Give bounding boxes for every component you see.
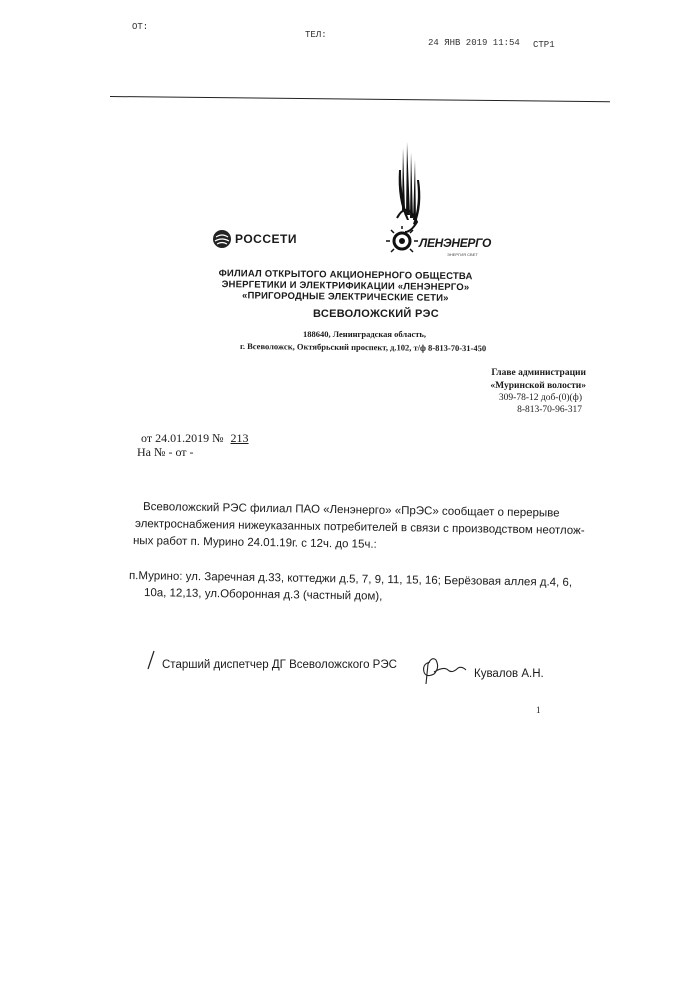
branch-name: ВСЕВОЛОЖСКИЙ РЭС (313, 308, 439, 320)
rosseti-logo (212, 229, 297, 249)
incoming-reference: На № - от - (137, 445, 194, 459)
handwritten-signature (418, 654, 468, 688)
fax-datetime: 24 ЯНВ 2019 11:54 (428, 38, 520, 48)
org-line-2: ЭНЕРГЕТИКИ И ЭЛЕКТРИФИКАЦИИ «ЛЕНЭНЕРГО» (221, 279, 470, 294)
org-line-1: ФИЛИАЛ ОТКРЫТОГО АКЦИОНЕРНОГО ОБЩЕСТВА (218, 268, 473, 283)
body-para-2-line-1: п.Мурино: ул. Заречная д.33, коттеджи д.5, 7, 9, 11, 15, 16; Берёзовая аллея д.4, 6, (128, 570, 573, 589)
fax-page: СТР1 (533, 40, 555, 50)
recipient-line-2: «Муринской волости» (490, 381, 586, 391)
signatory-position: Старший диспетчер ДГ Всеволожского РЭС (162, 659, 397, 671)
fax-header-divider (110, 96, 610, 102)
signatory-name: Кувалов А.Н. (474, 668, 544, 680)
outgoing-reference (141, 431, 249, 446)
margin-mark (146, 650, 156, 670)
body-para-1-line-3: ных работ п. Мурино 24.01.19г. с 12ч. до 15ч.: (132, 535, 377, 551)
org-line-3: «ПРИГОРОДНЫЕ ЭЛЕКТРИЧЕСКИЕ СЕТИ» (241, 290, 449, 304)
address-line-2: г. Всеволожск, Октябрьский проспект, д.102, т/ф 8-813-70-31-450 (239, 341, 487, 354)
rosseti-wordmark: РОССЕТИ (235, 232, 297, 246)
lenenergo-tagline: ЭНЕРГИЯ СВЕТ (447, 252, 478, 257)
fax-tel-label: ТЕЛ: (305, 30, 327, 40)
reference-number: 213 (230, 431, 249, 445)
lenenergo-wordmark: ЛЕНЭНЕРГО (419, 236, 492, 250)
body-para-1-line-2: электроснабжения нижеуказанных потребителей в связи с производством неотлож- (134, 518, 585, 538)
address-line-1: 188640, Ленинградская область, (303, 329, 427, 339)
body-para-2-line-2: 10а, 12,13, ул.Оборонная д.3 (частный дом), (143, 587, 383, 603)
recipient-phone-1: 309-78-12 доб-(0)(ф) (498, 393, 582, 403)
page-number: 1 (536, 705, 541, 715)
fax-from-label: ОТ: (132, 22, 149, 32)
body-para-1-line-1: Всеволожский РЭС филиал ПАО «Ленэнерго» «ПрЭС» сообщает о перерыве (142, 501, 560, 520)
recipient-line-1: Главе администрации (491, 368, 586, 378)
organization-header (213, 268, 478, 304)
rosseti-globe-icon (212, 229, 232, 249)
lenenergo-logo (385, 140, 515, 270)
reference-date: от 24.01.2019 № (141, 431, 224, 445)
recipient-phone-2: 8-813-70-96-317 (517, 405, 582, 415)
